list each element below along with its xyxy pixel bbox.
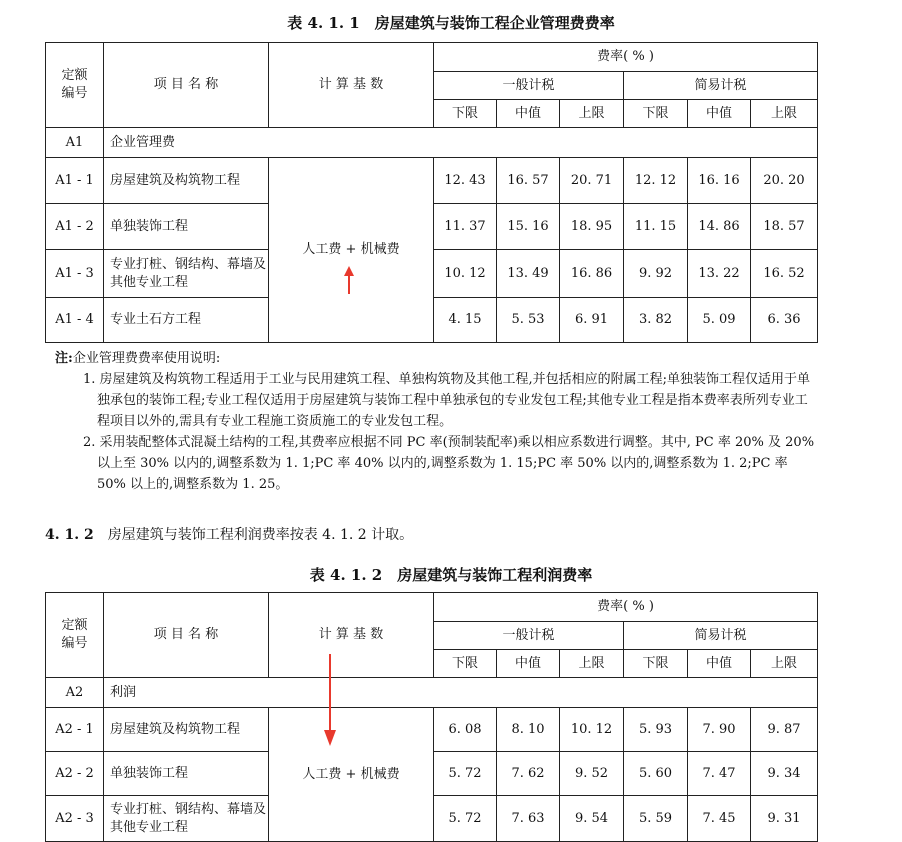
value-cell: 12. 12 bbox=[624, 158, 688, 204]
value-cell: 5. 72 bbox=[434, 796, 497, 842]
value-cell: 6. 08 bbox=[434, 708, 497, 752]
row-code: A1 - 3 bbox=[46, 250, 104, 298]
category-code: A2 bbox=[46, 678, 104, 708]
row-code: A1 - 2 bbox=[46, 204, 104, 250]
basis-value: 人工费 + 机械费 bbox=[302, 242, 400, 257]
value-cell: 7. 90 bbox=[688, 708, 751, 752]
table-row bbox=[46, 158, 818, 204]
category-name: 利润 bbox=[104, 678, 818, 708]
value-cell: 8. 10 bbox=[497, 708, 560, 752]
header-high: 上限 bbox=[560, 650, 624, 678]
value-cell: 9. 34 bbox=[751, 752, 818, 796]
notes-label: 注: bbox=[55, 351, 73, 366]
section-text: 房屋建筑与装饰工程利润费率按表 4. 1. 2 计取。 bbox=[107, 527, 414, 543]
header-high: 上限 bbox=[560, 100, 624, 128]
basis-cell bbox=[269, 158, 434, 343]
value-cell: 18. 95 bbox=[560, 204, 624, 250]
value-cell: 13. 49 bbox=[497, 250, 560, 298]
header-simple: 简易计税 bbox=[624, 72, 818, 100]
row-name: 房屋建筑及构筑物工程 bbox=[104, 158, 269, 204]
header-low: 下限 bbox=[434, 650, 497, 678]
row-name: 专业土石方工程 bbox=[104, 298, 269, 343]
category-code: A1 bbox=[46, 128, 104, 158]
value-cell: 5. 93 bbox=[624, 708, 688, 752]
header-low: 下限 bbox=[434, 100, 497, 128]
section-number: 4. 1. 2 bbox=[45, 527, 94, 543]
value-cell: 20. 71 bbox=[560, 158, 624, 204]
header-mid: 中值 bbox=[688, 650, 751, 678]
value-cell: 4. 15 bbox=[434, 298, 497, 343]
value-cell: 5. 72 bbox=[434, 752, 497, 796]
red-arrow-down-icon bbox=[322, 654, 338, 746]
category-name: 企业管理费 bbox=[104, 128, 818, 158]
value-cell: 12. 43 bbox=[434, 158, 497, 204]
row-code: A2 - 1 bbox=[46, 708, 104, 752]
value-cell: 9. 92 bbox=[624, 250, 688, 298]
table2-title: 表 4. 1. 2 房屋建筑与装饰工程利润费率 bbox=[309, 566, 593, 584]
header-name: 项 目 名 称 bbox=[104, 593, 269, 678]
red-arrow-up-icon bbox=[342, 266, 356, 296]
table-row bbox=[46, 708, 818, 752]
header-low: 下限 bbox=[624, 650, 688, 678]
header-basis: 计 算 基 数 bbox=[269, 593, 434, 678]
header-simple: 简易计税 bbox=[624, 622, 818, 650]
header-code: 定额 编号 bbox=[46, 43, 104, 128]
header-general: 一般计税 bbox=[434, 622, 624, 650]
section-heading bbox=[45, 524, 413, 544]
row-name: 单独装饰工程 bbox=[104, 752, 269, 796]
header-name: 项 目 名 称 bbox=[104, 43, 269, 128]
value-cell: 6. 91 bbox=[560, 298, 624, 343]
value-cell: 6. 36 bbox=[751, 298, 818, 343]
value-cell: 9. 52 bbox=[560, 752, 624, 796]
value-cell: 16. 52 bbox=[751, 250, 818, 298]
value-cell: 14. 86 bbox=[688, 204, 751, 250]
value-cell: 5. 09 bbox=[688, 298, 751, 343]
header-rate: 费率( % ) bbox=[434, 43, 818, 72]
value-cell: 15. 16 bbox=[497, 204, 560, 250]
row-code: A2 - 2 bbox=[46, 752, 104, 796]
value-cell: 5. 53 bbox=[497, 298, 560, 343]
value-cell: 7. 63 bbox=[497, 796, 560, 842]
header-high: 上限 bbox=[751, 650, 818, 678]
row-code: A2 - 3 bbox=[46, 796, 104, 842]
basis-value: 人工费 + 机械费 bbox=[302, 766, 400, 782]
notes-head-text: 企业管理费费率使用说明: bbox=[72, 351, 221, 366]
value-cell: 9. 54 bbox=[560, 796, 624, 842]
value-cell: 18. 57 bbox=[751, 204, 818, 250]
value-cell: 20. 20 bbox=[751, 158, 818, 204]
note-item-2: 2. 采用装配整体式混凝土结构的工程,其费率应根据不同 PC 率(预制装配率)乘以相应系数进行调整。其中, PC 率 20% 及 20% 以上至 30% 以内的,调整系数为 1. 1;PC 率 40% 以内的,调整系数为 1. 15;PC 率 50% 以内的,调整系数为 1. 2;PC 率 50% 以上的,调整系数为 1. 25。 bbox=[83, 435, 815, 492]
basis-cell bbox=[269, 708, 434, 842]
header-mid: 中值 bbox=[497, 650, 560, 678]
header-mid: 中值 bbox=[497, 100, 560, 128]
header-low: 下限 bbox=[624, 100, 688, 128]
value-cell: 16. 86 bbox=[560, 250, 624, 298]
row-code: A1 - 4 bbox=[46, 298, 104, 343]
header-rate: 费率( % ) bbox=[434, 593, 818, 622]
value-cell: 3. 82 bbox=[624, 298, 688, 343]
value-cell: 10. 12 bbox=[434, 250, 497, 298]
value-cell: 16. 16 bbox=[688, 158, 751, 204]
header-code: 定额 编号 bbox=[46, 593, 104, 678]
value-cell: 7. 45 bbox=[688, 796, 751, 842]
header-mid: 中值 bbox=[688, 100, 751, 128]
value-cell: 11. 37 bbox=[434, 204, 497, 250]
value-cell: 16. 57 bbox=[497, 158, 560, 204]
row-name: 单独装饰工程 bbox=[104, 204, 269, 250]
value-cell: 10. 12 bbox=[560, 708, 624, 752]
row-name: 专业打桩、钢结构、幕墙及其他专业工程 bbox=[104, 796, 269, 842]
row-name: 专业打桩、钢结构、幕墙及其他专业工程 bbox=[104, 250, 269, 298]
notes-head bbox=[55, 348, 820, 369]
header-general: 一般计税 bbox=[434, 72, 624, 100]
note-item-1: 1. 房屋建筑及构筑物工程适用于工业与民用建筑工程、单独构筑物及其他工程,并包括相应的附属工程;单独装饰工程仅适用于单独承包的装饰工程;专业工程仅适用于房屋建筑与装饰工程中单独承包的专业发包工程;其他专业工程是指本费率表所列专业工程项目以外的,需具有专业工程施工资质施工的专业发包工程。 bbox=[83, 372, 811, 429]
header-basis: 计 算 基 数 bbox=[269, 43, 434, 128]
value-cell: 13. 22 bbox=[688, 250, 751, 298]
table1-title: 表 4. 1. 1 房屋建筑与装饰工程企业管理费费率 bbox=[287, 14, 615, 32]
value-cell: 7. 62 bbox=[497, 752, 560, 796]
notes bbox=[55, 348, 820, 495]
header-high: 上限 bbox=[751, 100, 818, 128]
table1 bbox=[45, 42, 818, 343]
value-cell: 7. 47 bbox=[688, 752, 751, 796]
value-cell: 5. 59 bbox=[624, 796, 688, 842]
row-name: 房屋建筑及构筑物工程 bbox=[104, 708, 269, 752]
value-cell: 9. 87 bbox=[751, 708, 818, 752]
row-code: A1 - 1 bbox=[46, 158, 104, 204]
value-cell: 5. 60 bbox=[624, 752, 688, 796]
value-cell: 11. 15 bbox=[624, 204, 688, 250]
table2 bbox=[45, 592, 818, 842]
value-cell: 9. 31 bbox=[751, 796, 818, 842]
